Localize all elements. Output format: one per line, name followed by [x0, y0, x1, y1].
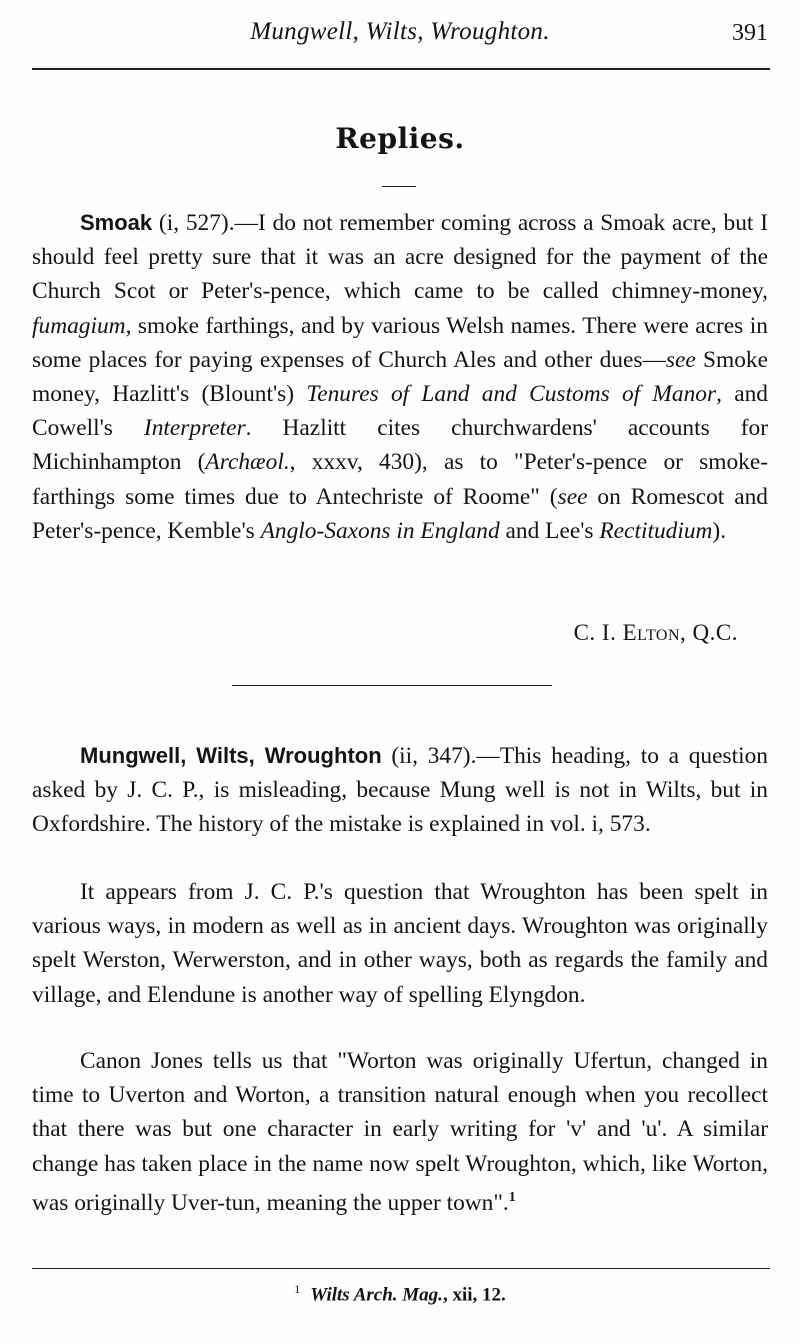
- smoak-text-3: Smoke money, Hazlitt's (Blount's): [32, 346, 768, 408]
- rectitudium-title: Rectitudium: [599, 517, 713, 544]
- footnote-citation: , xii, 12.: [442, 1284, 506, 1306]
- smoak-text-5: . Hazlitt cites churchwardens' accounts for Michinhampton (: [32, 415, 769, 476]
- tenures-title: Tenures of Land and Customs of Manor: [306, 381, 717, 408]
- footnote: [0, 1282, 800, 1306]
- footnote-rule: [32, 1268, 770, 1269]
- footnote-reference[interactable]: 1: [508, 1189, 516, 1205]
- signature-suffix: , Q.C.: [680, 620, 738, 645]
- smoak-text-1: (i, 527).—I do not remember coming across a Smoak acre, but I should feel pretty sure that it was an acre designed for the payment of the Church Scot or Peter's-pence, which came to be called chimney-money,: [32, 210, 768, 305]
- smoak-text-4: , and Cowell's: [32, 381, 768, 442]
- running-head: [30, 18, 770, 58]
- smoak-heading: Smoak: [80, 210, 153, 235]
- mungwell-paragraph-2: [32, 875, 768, 1012]
- section-title: Replies.: [335, 122, 465, 155]
- header-rule: [32, 68, 770, 70]
- interpreter-title: Interpreter: [143, 415, 246, 442]
- anglo-saxons-title: Anglo-Saxons in England: [260, 517, 500, 544]
- mungwell-heading: Mungwell, Wilts, Wroughton: [80, 743, 382, 768]
- signature-name: C. I. Elton: [573, 620, 681, 645]
- title-divider: [382, 186, 416, 187]
- signature: [574, 620, 738, 646]
- running-title: Mungwell, Wilts, Wroughton.: [250, 18, 550, 45]
- mungwell-text-1: (ii, 347).—This heading, to a question asked by J. C. P., is misleading, because Mung well is not in Wilts, but in Oxfordshire. The history of the mistake is explained in vol. i, 573.: [32, 743, 768, 838]
- footnote-source: Wilts Arch. Mag.: [310, 1284, 443, 1306]
- smoak-text-9: ).: [712, 517, 727, 544]
- see-ref-2: see: [557, 483, 588, 510]
- smoak-text-8: and Lee's: [499, 517, 600, 544]
- archaeol-title: Archæol.: [205, 449, 290, 476]
- smoak-text-7: on Romescot and Peter's-pence, Kemble's: [32, 483, 768, 544]
- section-divider: [232, 685, 552, 686]
- smoak-text-6: , xxxv, 430), as to "Peter's-pence or smoke-farthings some times due to Antechriste of Roome" (: [32, 449, 769, 510]
- mungwell-paragraph-3: [32, 1044, 768, 1220]
- page-number: 391: [732, 20, 768, 46]
- see-ref-1: see: [665, 346, 696, 373]
- smoak-text-2: , smoke farthings, and by various Welsh names. There were acres in some places for paying expenses of Church Ales and other dues—: [32, 312, 768, 373]
- fumagium-term: fumagium: [32, 312, 126, 339]
- smoak-paragraph: [32, 206, 768, 548]
- mungwell-text-2: It appears from J. C. P.'s question that Wroughton has been spelt in various ways, in modern as well as in ancient days. Wroughton was originally spelt Werston, Werwerston, and in other ways, both as regards the family and village, and Elendune is another way of spelling Elyngdon.: [32, 879, 768, 1008]
- footnote-marker: 1: [294, 1282, 301, 1296]
- mungwell-text-3: Canon Jones tells us that "Worton was originally Ufertun, changed in time to Uverton and Worton, a transition natural enough when you recollect that there was but one character in early writing for 'v' and 'u'. A similar change has taken place in the name now spelt Wroughton, which, like Worton, was originally Uver-tun, meaning the upper town".: [32, 1048, 768, 1216]
- mungwell-paragraph-1: [32, 739, 768, 842]
